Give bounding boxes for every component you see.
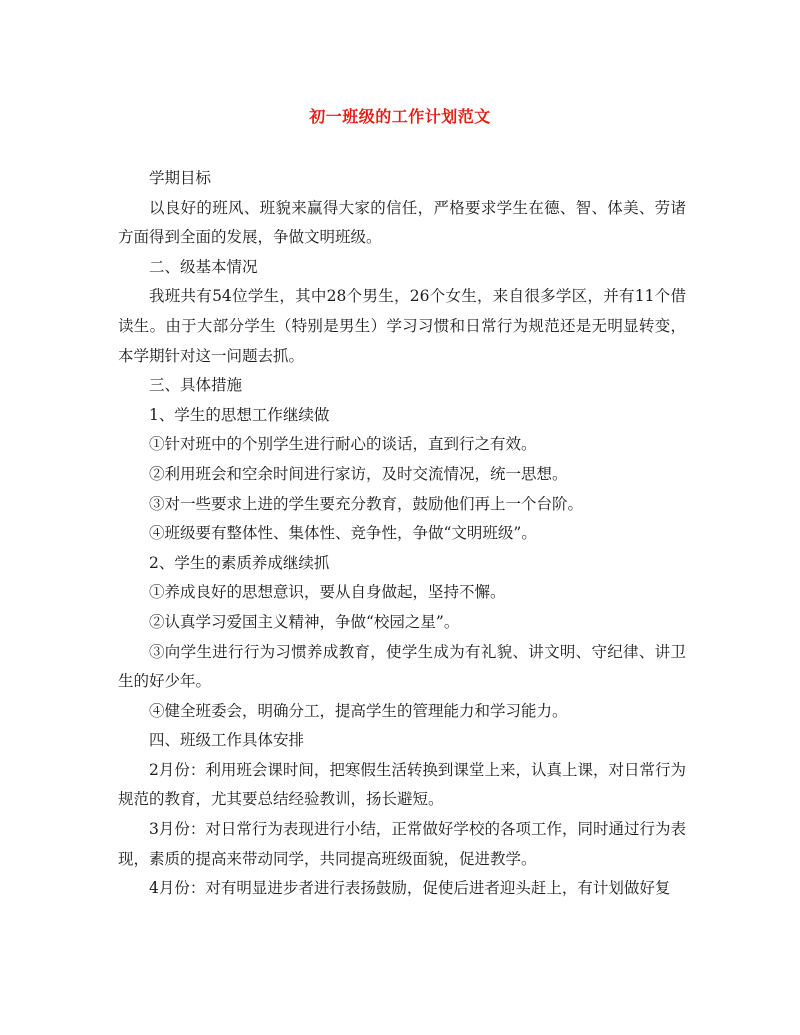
paragraph-class-info: 我班共有54位学生，其中28个男生，26个女生，来自很多学区，并有11个借读生。由于大部分学生（特别是男生）学习习惯和日常行为规范还是无明显转变，本学期针对这一问题去抓。 (118, 287, 686, 365)
paragraph-term-goal-heading: 学期目标 (149, 169, 212, 187)
paragraph-item-1-2: ②利用班会和空余时间进行家访，及时交流情况，统一思想。 (149, 464, 568, 483)
paragraph-april: 4月份：对有明显进步者进行表扬鼓励，促使后进者迎头赶上，有计划做好复 (149, 879, 671, 898)
paragraph-section-2-heading: 二、级基本情况 (149, 257, 258, 276)
paragraph-february: 2月份：利用班会课时间，把寒假生活转换到课堂上来，认真上课，对日常行为规范的教育，尤其要总结经验教训，扬长避短。 (118, 760, 686, 809)
paragraph-section-3-heading: 三、具体措施 (149, 376, 243, 395)
document-body (118, 164, 686, 904)
paragraph-item-1-3: ③对一些要求上进的学生要充分教育，鼓励他们再上一个台阶。 (149, 494, 584, 513)
paragraph-subheading-1: 1、学生的思想工作继续做 (149, 405, 330, 424)
paragraph-march: 3月份：对日常行为表现进行小结，正常做好学校的各项工作，同时通过行为表现，素质的提高来带动同学，共同提高班级面貌，促进教学。 (118, 820, 686, 868)
paragraph-item-2-4: ④健全班委会，明确分工，提高学生的管理能力和学习能力。 (149, 701, 568, 720)
paragraph-item-2-2: ②认真学习爱国主义精神，争做“校园之星”。 (149, 612, 460, 631)
paragraph-subheading-2: 2、学生的素质养成继续抓 (149, 553, 330, 572)
paragraph-term-goal: 以良好的班风、班貌来赢得大家的信任，严格要求学生在德、智、体美、劳诸方面得到全面的发展，争做文明班级。 (118, 198, 686, 247)
paragraph-item-2-3: ③向学生进行行为习惯养成教育，使学生成为有礼貌、讲文明、守纪律、讲卫生的好少年。 (118, 642, 686, 691)
paragraph-item-2-1: ①养成良好的思想意识，要从自身做起，坚持不懈。 (149, 583, 506, 602)
paragraph-section-4-heading: 四、班级工作具体安排 (149, 731, 305, 750)
paragraph-item-1-1: ①针对班中的个别学生进行耐心的谈话，直到行之有效。 (149, 435, 537, 454)
document-title: 初一班级的工作计划范文 (309, 107, 491, 126)
paragraph-item-1-4: ④班级要有整体性、集体性、竞争性，争做“文明班级”。 (149, 524, 537, 543)
